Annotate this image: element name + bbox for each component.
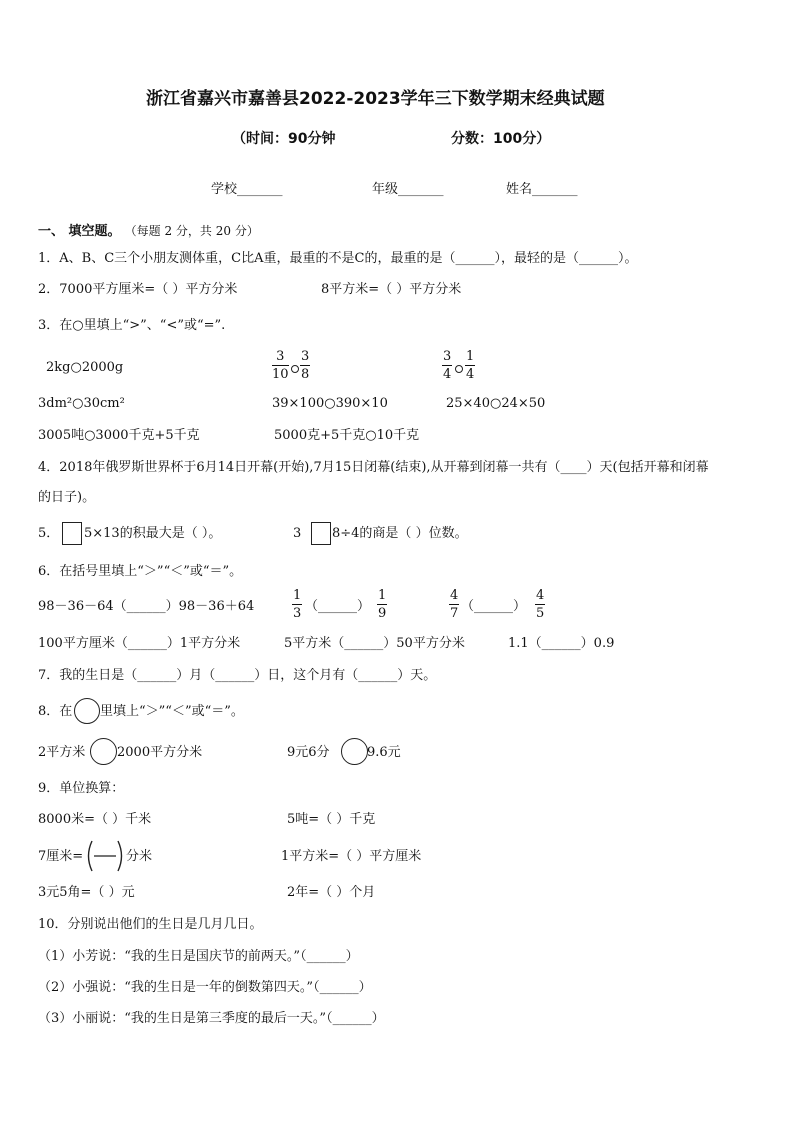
answer-blank[interactable]: （______） xyxy=(461,599,527,614)
denominator: 5 xyxy=(536,606,545,621)
q6-fraction-a xyxy=(292,589,302,620)
q8-item-b-left: 9元6分 xyxy=(287,745,330,760)
question-8-title-a: 8．在 xyxy=(38,704,73,719)
denominator: 8 xyxy=(301,367,310,382)
question-5-number: 5． xyxy=(38,526,60,541)
question-5b: 8÷4的商是（ ）位数。 xyxy=(332,526,468,541)
q9-item-3-lead: 7厘米= xyxy=(38,849,84,864)
digit-box[interactable] xyxy=(62,522,82,545)
compare-circle-icon xyxy=(74,698,100,724)
page-title: 浙江省嘉兴市嘉善县2022-2023学年三下数学期末经典试题 xyxy=(146,89,605,109)
q10-item-3: （3）小丽说：“我的生日是第三季度的最后一天。”（______） xyxy=(38,1011,385,1026)
compare-circle[interactable] xyxy=(341,738,368,765)
q3-fraction-a xyxy=(272,350,289,381)
q3-fraction-b xyxy=(300,350,310,381)
compare-circle-icon[interactable] xyxy=(290,362,300,375)
question-10-title: 10．分别说出他们的生日是几月几日。 xyxy=(38,917,263,932)
section-title: 一、 填空题。 xyxy=(38,224,121,239)
q8-item-a-right: 2000平方分米 xyxy=(117,745,203,760)
question-3-title: 3．在○里填上“>”、“<”或“=”. xyxy=(38,318,226,333)
question-9-title: 9．单位换算： xyxy=(38,781,125,796)
compare-circle-icon[interactable] xyxy=(454,362,464,375)
fraction-paren-blank[interactable] xyxy=(85,839,125,873)
q9-item-3-unit: 分米 xyxy=(126,849,153,864)
q6-fraction-c xyxy=(449,589,459,620)
question-1: 1．A、B、C三个小朋友测体重，C比A重，最重的不是C的，最重的是（______），最轻的是（______）。 xyxy=(38,251,638,266)
numerator: 3 xyxy=(443,349,452,364)
q8-item-b-right: 9.6元 xyxy=(367,745,401,760)
question-6-title: 6．在括号里填上“＞”“＜”或“＝”。 xyxy=(38,564,243,579)
q3-item-1: 2kg○2000g xyxy=(46,360,124,375)
q6-item-6: 1.1（______）0.9 xyxy=(508,636,615,651)
section-heading xyxy=(38,225,259,238)
q3-item-8: 5000克+5千克○10千克 xyxy=(274,428,420,443)
section-points: （每题 2 分，共 20 分） xyxy=(124,224,259,238)
numerator: 4 xyxy=(536,588,545,603)
question-4-line-1: 4．2018年俄罗斯世界杯于6月14日开幕(开始),7月15日闭幕(结束),从开幕到闭幕一共有（____）天(包括开幕和闭幕 xyxy=(38,460,709,475)
q3-fraction-c xyxy=(442,350,452,381)
q10-item-1: （1）小芳说：“我的生日是国庆节的前两天。”（______） xyxy=(38,949,359,964)
numerator: 1 xyxy=(293,588,302,603)
numerator: 3 xyxy=(301,349,310,364)
name-field[interactable]: 姓名_______ xyxy=(506,182,578,197)
question-2b: 8平方米=（ ）平方分米 xyxy=(321,282,462,297)
question-5b-lead: 3 xyxy=(293,526,302,541)
q3-fraction-d xyxy=(465,350,475,381)
q9-item-6: 2年=（ ）个月 xyxy=(287,885,376,900)
q9-item-1: 8000米=（ ）千米 xyxy=(38,812,152,827)
grade-field[interactable]: 年级_______ xyxy=(372,182,444,197)
exam-score: 分数：100分） xyxy=(451,131,551,147)
school-field[interactable]: 学校_______ xyxy=(211,182,283,197)
denominator: 7 xyxy=(450,606,459,621)
question-8-title-b: 里填上“＞”“＜”或“＝”。 xyxy=(100,704,244,719)
denominator: 10 xyxy=(272,367,289,382)
denominator: 4 xyxy=(466,367,475,382)
numerator: 3 xyxy=(272,350,289,366)
q3-item-5: 39×100○390×10 xyxy=(272,396,388,411)
q9-item-4: 1平方米=（ ）平方厘米 xyxy=(281,849,422,864)
q6-item-1: 98－36－64（______）98－36＋64 xyxy=(38,599,255,614)
q3-item-6: 25×40○24×50 xyxy=(446,396,546,411)
q9-item-2: 5吨=（ ）千克 xyxy=(287,812,376,827)
compare-circle[interactable] xyxy=(90,738,117,765)
question-2a: 2．7000平方厘米=（ ）平方分米 xyxy=(38,282,238,297)
denominator: 3 xyxy=(293,606,302,621)
q6-fraction-d xyxy=(535,589,545,620)
q3-item-4: 3dm²○30cm² xyxy=(38,396,125,411)
q6-fraction-b xyxy=(377,589,387,620)
q8-item-a-left: 2平方米 xyxy=(38,745,86,760)
exam-time: （时间：90分钟 xyxy=(232,131,336,147)
question-5a: 5×13的积最大是（ ）。 xyxy=(84,526,222,541)
question-7: 7．我的生日是（______）月（______）日，这个月有（______）天。 xyxy=(38,668,437,683)
q6-item-5: 5平方米（______）50平方分米 xyxy=(284,636,465,651)
answer-blank[interactable]: （______） xyxy=(305,599,371,614)
numerator: 1 xyxy=(466,349,475,364)
q6-item-4: 100平方厘米（______）1平方分米 xyxy=(38,636,241,651)
question-4-line-2: 的日子)。 xyxy=(38,490,96,505)
q9-item-5: 3元5角=（ ）元 xyxy=(38,885,135,900)
q10-item-2: （2）小强说：“我的生日是一年的倒数第四天。”（______） xyxy=(38,980,372,995)
denominator: 9 xyxy=(378,606,387,621)
q3-item-7: 3005吨○3000千克+5千克 xyxy=(38,428,200,443)
digit-box[interactable] xyxy=(311,522,331,545)
denominator: 4 xyxy=(443,367,452,382)
numerator: 1 xyxy=(378,588,387,603)
numerator: 4 xyxy=(450,588,459,603)
